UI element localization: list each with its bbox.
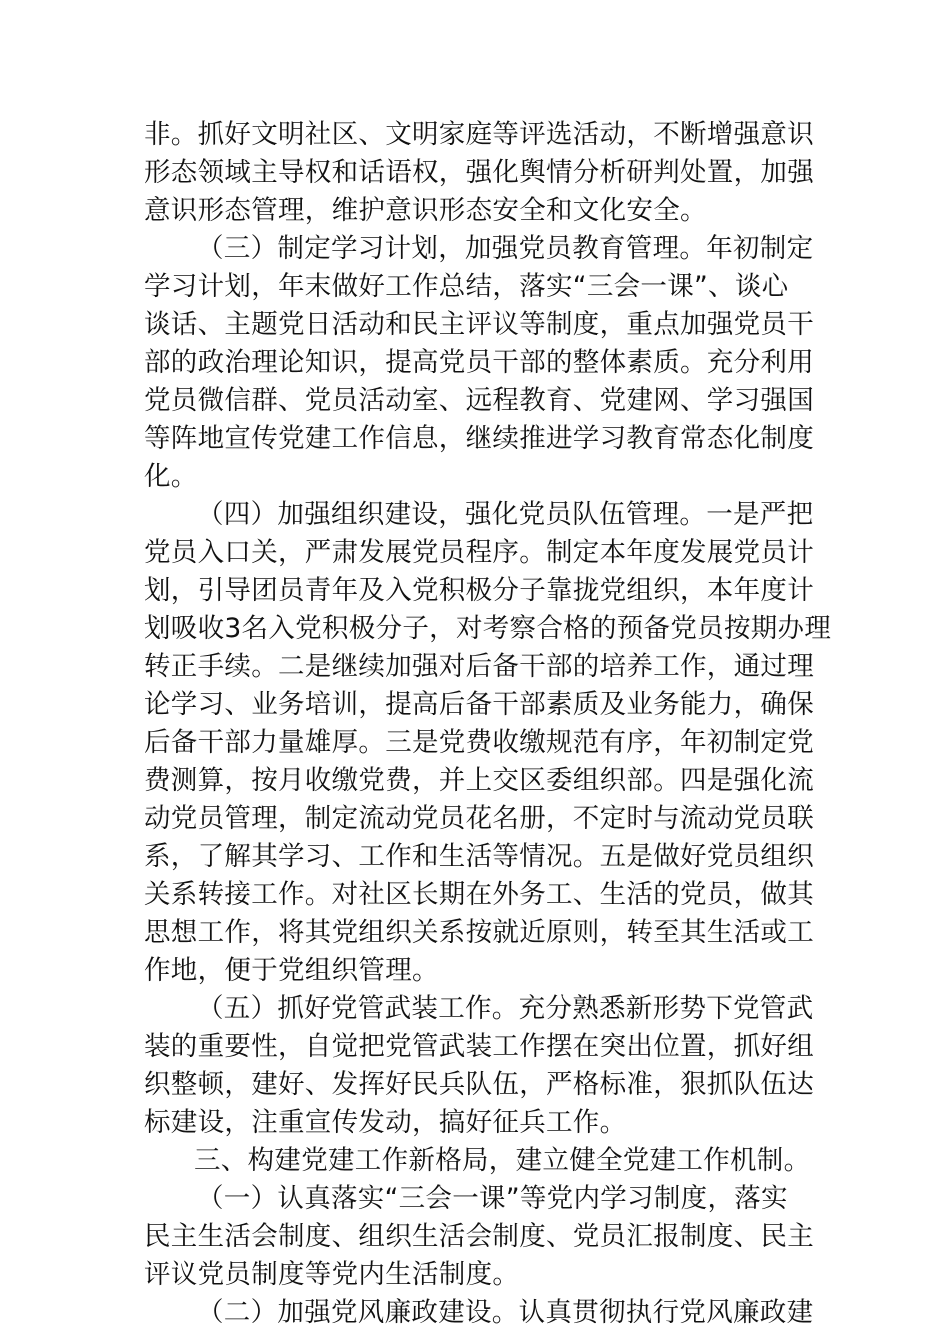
section-heading-5: （五）抓好党管武装工作。充分熟悉新形势下党管武: [197, 993, 814, 1024]
text-line: 民主生活会制度、组织生活会制度、党员汇报制度、民主: [144, 1221, 814, 1252]
section-heading-2: （二）加强党风廉政建设。认真贯彻执行党风廉政建: [197, 1297, 814, 1328]
text-line: 部的政治理论知识，提高党员干部的整体素质。充分利用: [144, 347, 814, 378]
text-line: 转正手续。二是继续加强对后备干部的培养工作，通过理: [144, 651, 814, 682]
text-line: 化。: [144, 461, 198, 492]
text-line: 织整顿，建好、发挥好民兵队伍，严格标准，狠抓队伍达: [144, 1069, 814, 1100]
text-line: 形态领域主导权和话语权，强化舆情分析研判处置，加强: [144, 157, 814, 188]
text-line: 思想工作，将其党组织关系按就近原则，转至其生活或工: [144, 917, 814, 948]
text-line: 划，引导团员青年及入党积极分子靠拢党组织，本年度计: [144, 575, 814, 606]
text-line: 动党员管理，制定流动党员花名册，不定时与流动党员联: [144, 803, 814, 834]
text-line: 谈话、主题党日活动和民主评议等制度，重点加强党员干: [144, 309, 814, 340]
section-heading-1: （一）认真落实“三会一课”等党内学习制度，落实: [197, 1183, 788, 1214]
text-line: 评议党员制度等党内生活制度。: [144, 1259, 520, 1290]
text-line: 等阵地宣传党建工作信息，继续推进学习教育常态化制度: [144, 423, 814, 454]
text-line: 费测算，按月收缴党费，并上交区委组织部。四是强化流: [144, 765, 814, 796]
text-line: 后备干部力量雄厚。三是党费收缴规范有序，年初制定党: [144, 727, 814, 758]
section-heading-4: （四）加强组织建设，强化党员队伍管理。一是严把: [197, 499, 814, 530]
section-heading-3: （三）制定学习计划，加强党员教育管理。年初制定: [197, 233, 814, 264]
chapter-heading-3: 三、构建党建工作新格局，建立健全党建工作机制。: [194, 1145, 811, 1176]
text-line: 学习计划，年末做好工作总结，落实“三会一课”、谈心: [144, 271, 789, 302]
text-line: 党员入口关，严肃发展党员程序。制定本年度发展党员计: [144, 537, 814, 568]
text-line: 党员微信群、党员活动室、远程教育、党建网、学习强国: [144, 385, 814, 416]
text-line: 论学习、业务培训，提高后备干部素质及业务能力，确保: [144, 689, 814, 720]
document-page: [144, 116, 832, 1332]
text-line: 意识形态管理，维护意识形态安全和文化安全。: [144, 195, 707, 226]
text-line: 装的重要性，自觉把党管武装工作摆在突出位置，抓好组: [144, 1031, 814, 1062]
text-line: 作地，便于党组织管理。: [144, 955, 439, 986]
text-line: 关系转接工作。对社区长期在外务工、生活的党员，做其: [144, 879, 814, 910]
text-line: 非。抓好文明社区、文明家庭等评选活动，不断增强意识: [144, 119, 814, 150]
text-line: 系，了解其学习、工作和生活等情况。五是做好党员组织: [144, 841, 814, 872]
text-line: 划吸收3名入党积极分子，对考察合格的预备党员按期办理: [144, 613, 832, 644]
text-line: 标建设，注重宣传发动，搞好征兵工作。: [144, 1107, 627, 1138]
